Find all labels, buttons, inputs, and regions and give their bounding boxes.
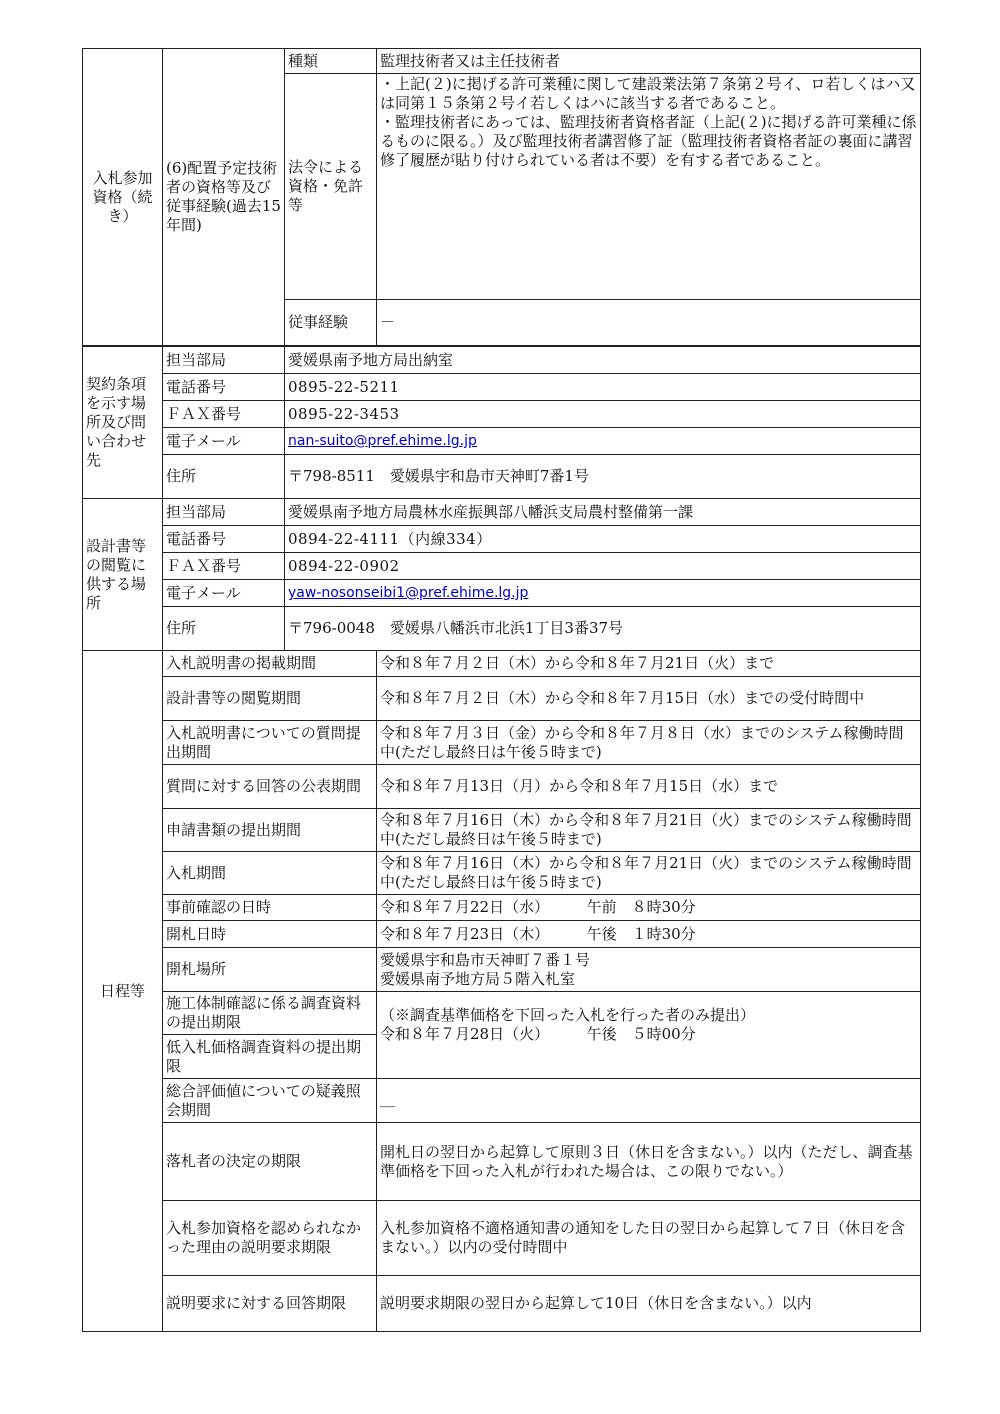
row-value-experience: － — [377, 300, 921, 346]
contract-email-link[interactable]: nan-suito@pref.ehime.lg.jp — [288, 433, 477, 449]
contract-value-dept: 愛媛県南予地方局出納室 — [285, 347, 921, 374]
schedule-label-explanation-request: 入札参加資格を認められなかった理由の説明要求期限 — [163, 1201, 377, 1276]
merged-deadline-line-1: （※調査基準価格を下回った入札を行った者のみ提出） — [380, 1006, 756, 1024]
schedule-label-inquiry: 総合評価値についての疑義照会期間 — [163, 1079, 377, 1123]
schedule-label-bidding: 入札期間 — [163, 852, 377, 895]
contract-value-address: 〒798-8511 愛媛県宇和島市天神町7番1号 — [285, 455, 921, 499]
row-value-type: 監理技術者又は主任技術者 — [377, 49, 921, 74]
opening-place-line-2: 愛媛県南予地方局５階入札室 — [380, 969, 576, 988]
merged-deadline-line-2: 令和８年７月28日（火） 午後 ５時00分 — [380, 1025, 696, 1043]
design-label-address: 住所 — [163, 607, 285, 651]
schedule-value-answer-publication: 令和８年７月13日（月）から令和８年７月15日（水）まで — [377, 765, 921, 809]
schedule-label-opening-date: 開札日時 — [163, 921, 377, 948]
schedule-value-answer-deadline: 説明要求期限の翌日から起算して10日（休日を含まない。）以内 — [377, 1276, 921, 1332]
row-label-type: 種類 — [285, 49, 377, 74]
contract-value-fax: 0895-22-3453 — [285, 401, 921, 428]
design-value-phone: 0894-22-4111（内線334） — [285, 526, 921, 553]
schedule-label-preconfirm: 事前確認の日時 — [163, 895, 377, 921]
design-label-fax: ＦＡＸ番号 — [163, 553, 285, 580]
contract-label-email: 電子メール — [163, 428, 285, 455]
contract-contact-table — [82, 346, 921, 499]
schedule-value-opening-date: 令和８年７月23日（木） 午後 １時30分 — [377, 921, 921, 948]
schedule-label-answer-publication: 質問に対する回答の公表期間 — [163, 765, 377, 809]
section-label-schedule: 日程等 — [83, 651, 163, 1332]
schedule-value-viewing: 令和８年７月２日（木）から令和８年７月15日（水）までの受付時間中 — [377, 677, 921, 721]
license-text-1: ・上記(２)に掲げる許可業種に関して建設業法第７条第２号イ、ロ若しくはハ又は同第１５条第２号イ若しくはハに該当する者であること。 — [380, 75, 916, 112]
schedule-table — [82, 650, 921, 1332]
sub-label-staff-qualification: (6)配置予定技術者の資格等及び従事経験(過去15年間) — [163, 49, 285, 346]
design-viewing-table — [82, 498, 921, 651]
schedule-value-award: 開札日の翌日から起算して原則３日（休日を含まない。）以内（ただし、調査基準価格を下回った入札が行われた場合は、この限りでない。） — [377, 1123, 921, 1201]
schedule-label-publication: 入札説明書の掲載期間 — [163, 651, 377, 677]
schedule-value-merged-deadline — [377, 992, 921, 1079]
section-label-design-viewing: 設計書等の閲覧に供する場所 — [83, 499, 163, 651]
row-label-experience: 従事経験 — [285, 300, 377, 346]
contract-label-fax: ＦＡＸ番号 — [163, 401, 285, 428]
contract-label-address: 住所 — [163, 455, 285, 499]
schedule-label-structure-check: 施工体制確認に係る調査資料の提出期限 — [163, 992, 377, 1035]
schedule-value-application: 令和８年７月16日（木）から令和８年７月21日（火）までのシステム稼働時間中(ただし最終日は午後５時まで) — [377, 809, 921, 852]
row-value-license — [377, 74, 921, 300]
contract-label-phone: 電話番号 — [163, 374, 285, 401]
design-label-phone: 電話番号 — [163, 526, 285, 553]
schedule-label-award: 落札者の決定の期限 — [163, 1123, 377, 1201]
design-value-fax: 0894-22-0902 — [285, 553, 921, 580]
opening-place-line-1: 愛媛県宇和島市天神町７番１号 — [380, 950, 591, 969]
design-value-address: 〒796-0048 愛媛県八幡浜市北浜1丁目3番37号 — [285, 607, 921, 651]
design-label-dept: 担当部局 — [163, 499, 285, 526]
qualification-table — [82, 48, 921, 346]
schedule-value-explanation-request: 入札参加資格不適格通知書の通知をした日の翌日から起算して７日（休日を含まない。）以内の受付時間中 — [377, 1201, 921, 1276]
design-value-dept: 愛媛県南予地方局農林水産振興部八幡浜支局農村整備第一課 — [285, 499, 921, 526]
design-label-email: 電子メール — [163, 580, 285, 607]
schedule-value-bidding: 令和８年７月16日（木）から令和８年７月21日（火）までのシステム稼働時間中(ただし最終日は午後５時まで) — [377, 852, 921, 895]
row-label-license: 法令による資格・免許等 — [285, 74, 377, 300]
schedule-value-inquiry: ＿ — [377, 1079, 921, 1123]
section-label-contract-contact: 契約条項を示す場所及び問い合わせ先 — [83, 347, 163, 499]
design-value-email — [285, 580, 921, 607]
design-email-link[interactable]: yaw-nosonseibi1@pref.ehime.lg.jp — [288, 585, 529, 601]
schedule-value-publication: 令和８年７月２日（木）から令和８年７月21日（火）まで — [377, 651, 921, 677]
schedule-label-answer-deadline: 説明要求に対する回答期限 — [163, 1276, 377, 1332]
contract-value-phone: 0895-22-5211 — [285, 374, 921, 401]
schedule-value-preconfirm: 令和８年７月22日（水） 午前 ８時30分 — [377, 895, 921, 921]
section-label-qualification: 入札参加資格（続き） — [83, 49, 163, 346]
schedule-label-application: 申請書類の提出期間 — [163, 809, 377, 852]
schedule-label-viewing: 設計書等の閲覧期間 — [163, 677, 377, 721]
schedule-label-question-submission: 入札説明書についての質問提出期間 — [163, 721, 377, 765]
schedule-label-opening-place: 開札場所 — [163, 948, 377, 992]
license-text-2: ・監理技術者にあっては、監理技術者資格者証（上記(２)に掲げる許可業種に係るものに限る。）及び監理技術者講習修了証（監理技術者資格者証の裏面に講習修了履歴が貼り付けられている者は不要）を有する者であること。 — [380, 113, 917, 169]
schedule-value-question-submission: 令和８年７月３日（金）から令和８年７月８日（水）までのシステム稼働時間中(ただし最終日は午後５時まで) — [377, 721, 921, 765]
contract-label-dept: 担当部局 — [163, 347, 285, 374]
schedule-label-low-bid: 低入札価格調査資料の提出期限 — [163, 1035, 377, 1079]
schedule-value-opening-place — [377, 948, 921, 992]
contract-value-email — [285, 428, 921, 455]
